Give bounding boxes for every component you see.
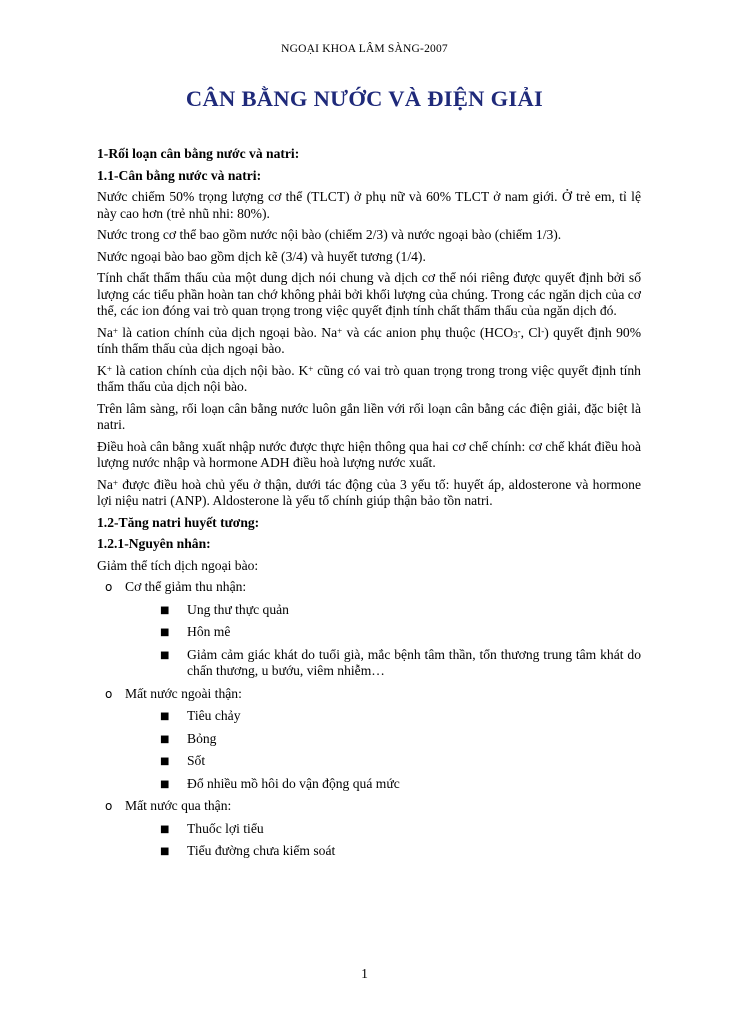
list-subitem [97, 776, 641, 793]
square-bullet-icon: ■ [160, 604, 170, 616]
list-subitem-label: Ung thư thực quản [187, 601, 289, 617]
section-heading-1-1: 1.1-Cân bằng nước và natri: [97, 167, 262, 183]
paragraph-osmolality: Tính chất thẩm thấu của một dung dịch nói chung và dịch cơ thể nói riêng được quyết định bởi số lượng các tiểu phần hoàn tan chớ không phải bởi khối lượng của chúng. Trong các ngăn dịch của cơ thể, các ion đóng vai trò quan trọng trong việc quyết định tính chất thẩm thấu của ngăn dịch đó. [97, 270, 641, 318]
document-body [97, 146, 641, 866]
square-bullet-icon: ■ [160, 733, 170, 745]
section-heading-1-2: 1.2-Tăng natri huyết tương: [97, 514, 260, 530]
list-item-label: Cơ thể giảm thu nhận: [125, 579, 247, 594]
paragraph-water-compartments: Nước trong cơ thể bao gồm nước nội bào (chiếm 2/3) và nước ngoại bào (chiếm 1/3). [97, 227, 562, 242]
paragraph-clinical: Trên lâm sàng, rối loạn cân bằng nước luôn gắn liền với rối loạn cân bằng các điện giải, đặc biệt là natri. [97, 400, 641, 432]
list-subitem-label: Bỏng [187, 730, 217, 746]
paragraph-sodium-cation [97, 325, 641, 358]
list-subitem [97, 602, 641, 619]
section-heading-1-2-1: 1.2.1-Nguyên nhân: [97, 536, 211, 551]
superscript: + [112, 325, 118, 336]
list-item [97, 686, 641, 703]
square-bullet-icon: ■ [160, 649, 170, 661]
running-header: NGOẠI KHOA LÂM SÀNG-2007 [281, 43, 448, 55]
superscript: + [112, 477, 118, 488]
text-run: Na [97, 476, 113, 492]
list-subitem-label: Sốt [187, 753, 206, 768]
list-subitem-label: Hôn mê [187, 624, 231, 639]
text-run: được điều hoà chủ yếu ở thận, dưới tác động của 3 yếu tố: huyết áp, aldosterone và hormone lợi niệu natri (ANP). Aldosterone là yếu tố chính giúp thận bảo tồn natri. [97, 476, 641, 508]
paragraph-ecf-reduction: Giảm thể tích dịch ngoại bào: [97, 557, 259, 573]
square-bullet-icon: ■ [160, 711, 170, 722]
list-subitem [97, 647, 641, 680]
section-heading-1: 1-Rối loạn cân bằng nước và natri: [97, 146, 300, 161]
list-item [97, 579, 641, 596]
list-subitem-label: Đổ nhiều mồ hôi do vận động quá mức [187, 775, 400, 791]
text-run: , Cl [520, 324, 542, 340]
square-bullet-icon: ■ [160, 846, 170, 857]
square-bullet-icon: ■ [160, 756, 170, 767]
text-run: cũng có vai trò quan trọng trong trong việc quyết định tính thẩm thấu của dịch nội bào. [97, 362, 641, 394]
superscript: + [337, 325, 343, 336]
text-run: Na [97, 324, 113, 340]
paragraph-potassium-cation [97, 363, 641, 396]
superscript: + [308, 363, 314, 374]
list-subitem-label: Tiểu đường chưa kiểm soát [187, 843, 336, 858]
square-bullet-icon: ■ [160, 823, 170, 835]
superscript: - [541, 325, 545, 336]
list-subitem [97, 843, 641, 860]
circle-bullet-icon: o [105, 580, 113, 594]
text-run: và các anion phụ thuộc (HCO [342, 324, 514, 340]
paragraph-body-water: Nước chiếm 50% trọng lượng cơ thể (TLCT) ở phụ nữ và 60% TLCT ở nam giới. Ở trẻ em, tỉ lệ này cao hơn (trẻ nhũ nhi: 80%). [97, 189, 641, 221]
text-run: là cation chính của dịch nội bào. K [111, 362, 309, 378]
subscript: 3 [513, 329, 518, 340]
list-subitem-label: Thuốc lợi tiểu [187, 820, 264, 836]
list-subitem [97, 708, 641, 725]
paragraph-regulation: Điều hoà cân bằng xuất nhập nước được thực hiện thông qua hai cơ chế chính: cơ chế khát điều hoà lượng nước nhập và hormone ADH điều hoà lượng nước xuất. [97, 438, 641, 470]
superscript: + [106, 363, 112, 374]
paragraph-extracellular-water: Nước ngoại bào bao gồm dịch kẽ (3/4) và huyết tương (1/4). [97, 248, 426, 264]
paragraph-sodium-regulation [97, 477, 641, 510]
circle-bullet-icon: o [105, 686, 113, 701]
list-subitem [97, 753, 641, 770]
circle-bullet-icon: o [105, 799, 113, 813]
square-bullet-icon: ■ [160, 778, 170, 790]
list-subitem-label: Tiêu chảy [187, 708, 241, 723]
list-subitem-label: Giảm cảm giác khát do tuổi già, mắc bệnh tâm thần, tổn thương trung tâm khát do chấn thương, u bướu, viêm nhiễm… [187, 646, 641, 678]
text-run: ) quyết định 90% tính thẩm thấu của dịch ngoại bào. [97, 324, 642, 356]
list-subitem [97, 731, 641, 748]
list-item [97, 798, 641, 815]
document-title: CÂN BẰNG NƯỚC VÀ ĐIỆN GIẢI [185, 86, 544, 111]
square-bullet-icon: ■ [160, 627, 170, 638]
text-run: là cation chính của dịch ngoại bào. Na [117, 324, 338, 340]
list-subitem [97, 624, 641, 641]
text-run: K [97, 362, 107, 378]
list-subitem [97, 821, 641, 838]
superscript: - [517, 325, 521, 336]
list-item-label: Mất nước ngoài thận: [125, 685, 242, 701]
page-number: 1 [361, 966, 368, 981]
list-item-label: Mất nước qua thận: [125, 798, 232, 813]
